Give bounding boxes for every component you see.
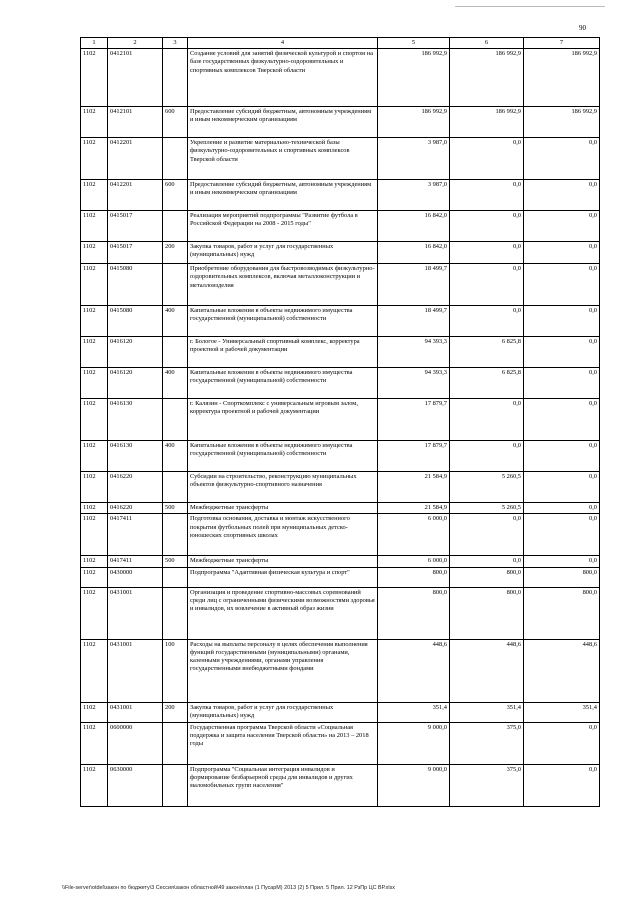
table-row xyxy=(81,211,600,242)
target-article-code: 0416220 xyxy=(108,472,163,503)
amount-col5: 3 987,0 xyxy=(378,180,450,211)
expense-type-code: 200 xyxy=(163,242,188,264)
expense-type-code xyxy=(163,399,188,441)
table-row xyxy=(81,514,600,556)
amount-col7: 186 992,9 xyxy=(524,107,600,138)
amount-col5: 94 393,3 xyxy=(378,368,450,399)
amount-col7: 0,0 xyxy=(524,180,600,211)
table-row xyxy=(81,639,600,702)
amount-col5: 800,0 xyxy=(378,587,450,639)
amount-col5: 16 842,0 xyxy=(378,242,450,264)
expense-type-code: 600 xyxy=(163,107,188,138)
page-number: 90 xyxy=(579,24,586,32)
amount-col5: 9 000,0 xyxy=(378,722,450,764)
target-article-code: 0412101 xyxy=(108,107,163,138)
target-article-code: 0415080 xyxy=(108,264,163,306)
item-description: Приобретение оборудования для быстровозводимых физкультурно-оздоровительных комплексов, включая металлоконструкции и металлоизделия xyxy=(188,264,378,306)
header-col-4: 4 xyxy=(188,38,378,49)
amount-col7: 0,0 xyxy=(524,556,600,567)
target-article-code: 0416130 xyxy=(108,399,163,441)
item-description: Субсидии на строительство, реконструкцию муниципальных объектов физкультурно-спортивного назначения xyxy=(188,472,378,503)
item-description: Укрепление и развитие материально-технической базы физкультурно-оздоровительных и спортивных комплексов Тверской области xyxy=(188,138,378,180)
item-description: Межбюджетные трансферты xyxy=(188,503,378,514)
section-code: 1102 xyxy=(81,211,108,242)
section-code: 1102 xyxy=(81,472,108,503)
expense-type-code: 200 xyxy=(163,702,188,722)
table-row xyxy=(81,138,600,180)
header-col-6: 6 xyxy=(450,38,524,49)
section-code: 1102 xyxy=(81,441,108,472)
item-description: Подготовка основания, доставка и монтаж искусственного покрытия футбольных полей при муниципальных детско-юношеских спортивных школах xyxy=(188,514,378,556)
amount-col7: 0,0 xyxy=(524,211,600,242)
expense-type-code: 400 xyxy=(163,306,188,337)
target-article-code: 0600000 xyxy=(108,722,163,764)
item-description: Капитальные вложения в объекты недвижимого имущества государственной (муниципальной) собственности xyxy=(188,441,378,472)
item-description: Организация и проведение спортивно-массовых соревнований среди лиц с ограниченными физическими возможностями здоровья и инвалидов, их вовлечение в активный образ жизни xyxy=(188,587,378,639)
amount-col6: 375,0 xyxy=(450,722,524,764)
section-code: 1102 xyxy=(81,764,108,806)
item-description: Подпрограмма "Социальная интеграция инвалидов и формирование безбарьерной среды для инвалидов и других маломобильных групп населения" xyxy=(188,764,378,806)
amount-col6: 0,0 xyxy=(450,306,524,337)
amount-col6: 0,0 xyxy=(450,138,524,180)
table-row xyxy=(81,399,600,441)
target-article-code: 0416130 xyxy=(108,441,163,472)
table-row xyxy=(81,337,600,368)
table-row xyxy=(81,264,600,306)
expense-type-code xyxy=(163,337,188,368)
amount-col5: 3 987,0 xyxy=(378,138,450,180)
expense-type-code xyxy=(163,264,188,306)
amount-col7: 0,0 xyxy=(524,242,600,264)
header-col-2: 2 xyxy=(108,38,163,49)
section-code: 1102 xyxy=(81,368,108,399)
target-article-code: 0416120 xyxy=(108,337,163,368)
table-body xyxy=(81,49,600,806)
item-description: Предоставление субсидий бюджетным, автономным учреждениям и иным некоммерческим организациям xyxy=(188,180,378,211)
amount-col7: 0,0 xyxy=(524,399,600,441)
table-row xyxy=(81,368,600,399)
table-row xyxy=(81,764,600,806)
item-description: Реализация мероприятий подпрограммы "Развитие футбола в Российской Федерации на 2008 - 2015 годы" xyxy=(188,211,378,242)
section-code: 1102 xyxy=(81,702,108,722)
table-row xyxy=(81,107,600,138)
target-article-code: 0431001 xyxy=(108,639,163,702)
budget-table xyxy=(80,37,600,807)
target-article-code: 0416220 xyxy=(108,503,163,514)
amount-col6: 0,0 xyxy=(450,211,524,242)
target-article-code: 0412101 xyxy=(108,49,163,107)
amount-col5: 17 879,7 xyxy=(378,441,450,472)
expense-type-code: 100 xyxy=(163,639,188,702)
item-description: Предоставление субсидий бюджетным, автономным учреждениям и иным некоммерческим организациям xyxy=(188,107,378,138)
header-col-5: 5 xyxy=(378,38,450,49)
amount-col5: 186 992,9 xyxy=(378,49,450,107)
amount-col5: 94 393,3 xyxy=(378,337,450,368)
item-description: Межбюджетные трансферты xyxy=(188,556,378,567)
amount-col7: 800,0 xyxy=(524,587,600,639)
section-code: 1102 xyxy=(81,399,108,441)
table-row xyxy=(81,503,600,514)
header-col-1: 1 xyxy=(81,38,108,49)
section-code: 1102 xyxy=(81,180,108,211)
amount-col5: 16 842,0 xyxy=(378,211,450,242)
target-article-code: 0430000 xyxy=(108,567,163,587)
expense-type-code xyxy=(163,587,188,639)
target-article-code: 0416120 xyxy=(108,368,163,399)
expense-type-code xyxy=(163,764,188,806)
amount-col7: 0,0 xyxy=(524,503,600,514)
header-col-7: 7 xyxy=(524,38,600,49)
expense-type-code: 400 xyxy=(163,368,188,399)
amount-col5: 18 499,7 xyxy=(378,264,450,306)
amount-col7: 0,0 xyxy=(524,337,600,368)
table-row xyxy=(81,306,600,337)
expense-type-code: 600 xyxy=(163,180,188,211)
amount-col7: 0,0 xyxy=(524,764,600,806)
table-row xyxy=(81,567,600,587)
table-row xyxy=(81,49,600,107)
amount-col5: 21 584,9 xyxy=(378,503,450,514)
amount-col5: 800,0 xyxy=(378,567,450,587)
amount-col5: 448,6 xyxy=(378,639,450,702)
section-code: 1102 xyxy=(81,567,108,587)
expense-type-code xyxy=(163,514,188,556)
section-code: 1102 xyxy=(81,337,108,368)
amount-col6: 0,0 xyxy=(450,441,524,472)
amount-col6: 0,0 xyxy=(450,556,524,567)
item-description: Подпрограмма "Адаптивная физическая культура и спорт" xyxy=(188,567,378,587)
amount-col5: 21 584,9 xyxy=(378,472,450,503)
top-scan-line xyxy=(455,6,605,7)
amount-col6: 0,0 xyxy=(450,264,524,306)
footer-file-path: \\File-server\otdel\закон по бюджету\3 Сессия\закон областной\49 закон\план (1 ПусарМ) 2013 (2) 5 Прил. 5 Прил. 12 РзПр ЦС ВР.xlsx xyxy=(62,885,395,891)
amount-col7: 186 992,9 xyxy=(524,49,600,107)
section-code: 1102 xyxy=(81,138,108,180)
amount-col6: 0,0 xyxy=(450,180,524,211)
amount-col6: 6 825,8 xyxy=(450,337,524,368)
section-code: 1102 xyxy=(81,49,108,107)
table-row xyxy=(81,587,600,639)
amount-col5: 186 992,9 xyxy=(378,107,450,138)
expense-type-code xyxy=(163,211,188,242)
expense-type-code xyxy=(163,567,188,587)
amount-col6: 186 992,9 xyxy=(450,49,524,107)
section-code: 1102 xyxy=(81,722,108,764)
amount-col6: 375,0 xyxy=(450,764,524,806)
section-code: 1102 xyxy=(81,242,108,264)
section-code: 1102 xyxy=(81,107,108,138)
amount-col6: 5 260,5 xyxy=(450,472,524,503)
section-code: 1102 xyxy=(81,503,108,514)
item-description: г. Калязин - Спорткомплекс с универсальным игровым залом, корректура проектной и рабочей документации xyxy=(188,399,378,441)
section-code: 1102 xyxy=(81,587,108,639)
item-description: Капитальные вложения в объекты недвижимого имущества государственной (муниципальной) собственности xyxy=(188,368,378,399)
expense-type-code xyxy=(163,472,188,503)
amount-col6: 351,4 xyxy=(450,702,524,722)
item-description: Капитальные вложения в объекты недвижимого имущества государственной (муниципальной) собственности xyxy=(188,306,378,337)
target-article-code: 0630000 xyxy=(108,764,163,806)
target-article-code: 0417411 xyxy=(108,514,163,556)
target-article-code: 0415017 xyxy=(108,242,163,264)
target-article-code: 0415017 xyxy=(108,211,163,242)
item-description: Расходы на выплаты персоналу в целях обеспечения выполнения функций государственными (муниципальными) органами, казенными учреждениями, органами управления государственными внебюджетными фондами xyxy=(188,639,378,702)
amount-col7: 0,0 xyxy=(524,441,600,472)
table-row xyxy=(81,556,600,567)
amount-col6: 0,0 xyxy=(450,514,524,556)
amount-col7: 351,4 xyxy=(524,702,600,722)
amount-col5: 6 000,0 xyxy=(378,514,450,556)
item-description: Государственная программа Тверской области «Социальная поддержка и защита населения Тверской области» на 2013 – 2018 годы xyxy=(188,722,378,764)
expense-type-code xyxy=(163,138,188,180)
amount-col5: 17 879,7 xyxy=(378,399,450,441)
amount-col7: 0,0 xyxy=(524,138,600,180)
item-description: Создание условий для занятий физической культурой и спортом на базе государственных физкультурно-оздоровительных и спортивных комплексов Тверской области xyxy=(188,49,378,107)
amount-col6: 6 825,8 xyxy=(450,368,524,399)
amount-col6: 800,0 xyxy=(450,567,524,587)
item-description: Закупка товаров, работ и услуг для государственных (муниципальных) нужд xyxy=(188,242,378,264)
header-row xyxy=(81,38,600,49)
target-article-code: 0415080 xyxy=(108,306,163,337)
expense-type-code: 500 xyxy=(163,503,188,514)
amount-col7: 0,0 xyxy=(524,472,600,503)
amount-col6: 448,6 xyxy=(450,639,524,702)
amount-col6: 5 260,5 xyxy=(450,503,524,514)
amount-col7: 0,0 xyxy=(524,514,600,556)
amount-col5: 6 000,0 xyxy=(378,556,450,567)
section-code: 1102 xyxy=(81,639,108,702)
amount-col5: 351,4 xyxy=(378,702,450,722)
amount-col7: 0,0 xyxy=(524,722,600,764)
expense-type-code xyxy=(163,49,188,107)
amount-col6: 0,0 xyxy=(450,242,524,264)
amount-col6: 186 992,9 xyxy=(450,107,524,138)
target-article-code: 0412201 xyxy=(108,138,163,180)
expense-type-code: 400 xyxy=(163,441,188,472)
table-row xyxy=(81,722,600,764)
target-article-code: 0431001 xyxy=(108,587,163,639)
expense-type-code xyxy=(163,722,188,764)
amount-col7: 0,0 xyxy=(524,306,600,337)
table-row xyxy=(81,472,600,503)
amount-col5: 18 499,7 xyxy=(378,306,450,337)
section-code: 1102 xyxy=(81,556,108,567)
target-article-code: 0412201 xyxy=(108,180,163,211)
section-code: 1102 xyxy=(81,264,108,306)
section-code: 1102 xyxy=(81,514,108,556)
amount-col6: 800,0 xyxy=(450,587,524,639)
section-code: 1102 xyxy=(81,306,108,337)
item-description: Закупка товаров, работ и услуг для государственных (муниципальных) нужд xyxy=(188,702,378,722)
target-article-code: 0431001 xyxy=(108,702,163,722)
item-description: г. Бологое - Универсальный спортивный комплекс, корректура проектной и рабочей документации xyxy=(188,337,378,368)
expense-type-code: 500 xyxy=(163,556,188,567)
table-row xyxy=(81,180,600,211)
header-col-3: 3 xyxy=(163,38,188,49)
table-row xyxy=(81,242,600,264)
table-row xyxy=(81,702,600,722)
amount-col7: 800,0 xyxy=(524,567,600,587)
amount-col5: 9 000,0 xyxy=(378,764,450,806)
amount-col7: 0,0 xyxy=(524,368,600,399)
amount-col7: 448,6 xyxy=(524,639,600,702)
amount-col7: 0,0 xyxy=(524,264,600,306)
target-article-code: 0417411 xyxy=(108,556,163,567)
table-row xyxy=(81,441,600,472)
amount-col6: 0,0 xyxy=(450,399,524,441)
